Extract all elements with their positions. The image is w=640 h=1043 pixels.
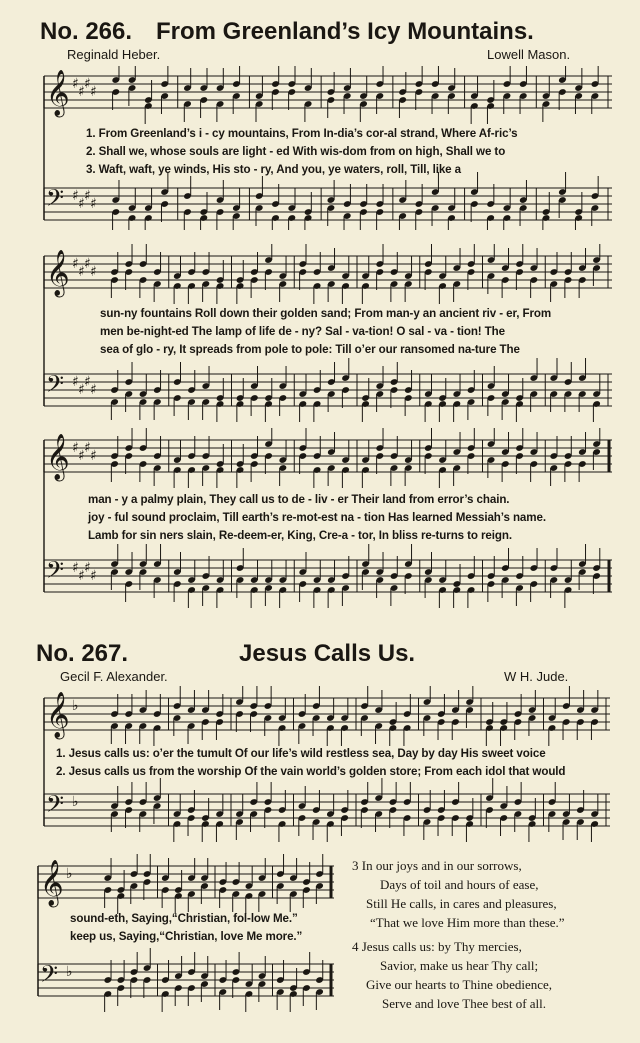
- hymn-266-author: Reginald Heber.: [67, 47, 161, 62]
- svg-text:♯: ♯: [84, 188, 91, 204]
- svg-text:𝄞: 𝄞: [46, 692, 70, 738]
- svg-text:♯: ♯: [72, 374, 79, 390]
- hymn-267-s2-lyric-2: keep us, Saying,“Christian, love Me more.”: [70, 930, 303, 943]
- svg-text:𝄢: 𝄢: [46, 370, 65, 403]
- verse-4-line-4: Serve and love Thee best of all.: [382, 996, 547, 1011]
- verse-3-line-3: Still He calls, in cares and pleasures,: [366, 896, 557, 911]
- svg-text:𝄢: 𝄢: [46, 556, 65, 589]
- hymn-267-composer: W H. Jude.: [504, 669, 569, 684]
- hymn-266-s3-lyric-2: joy - ful sound proclaim, Till earth’s re-mot-est na - tion Has learned Messiah’s name.: [88, 511, 546, 524]
- treble-staff: [38, 854, 334, 914]
- svg-text:♯: ♯: [90, 264, 97, 280]
- svg-text:𝄢: 𝄢: [46, 790, 65, 823]
- hymn-266-s1-lyric-2: 2. Shall we, whose souls are light - ed With wis-dom from on high, Shall we to: [86, 145, 506, 158]
- verse-3-line-4: “That we love Him more than these.”: [370, 915, 565, 930]
- svg-text:♯: ♯: [84, 560, 91, 576]
- hymn-266-number: No. 266.: [40, 18, 133, 45]
- svg-text:♯: ♯: [78, 448, 85, 464]
- svg-text:𝄞: 𝄞: [46, 250, 70, 296]
- svg-text:♯: ♯: [72, 560, 79, 576]
- verse-3-line-2: Days of toil and hours of ease,: [380, 877, 539, 892]
- svg-text:♯: ♯: [90, 448, 97, 464]
- svg-text:♭: ♭: [66, 866, 73, 882]
- svg-text:♯: ♯: [84, 374, 91, 390]
- hymn-266-title: From Greenland’s Icy Mountains.: [156, 18, 534, 45]
- svg-text:𝄞: 𝄞: [46, 434, 70, 480]
- treble-staff: [44, 244, 612, 304]
- bass-staff: [44, 544, 612, 608]
- verse-4-line-2: Savior, make us hear Thy call;: [380, 958, 539, 973]
- bass-staff: [38, 948, 334, 1012]
- svg-text:𝄢: 𝄢: [40, 960, 59, 993]
- hymn-266-s1-lyric-1: 1. From Greenland’s i - cy mountains, From In-dia’s cor-al strand, Where Af-ric’s: [86, 127, 518, 140]
- hymn-266-composer: Lowell Mason.: [487, 47, 571, 62]
- svg-text:♯: ♯: [78, 84, 85, 100]
- bass-staff: [44, 358, 612, 422]
- svg-text:♯: ♯: [78, 568, 85, 584]
- treble-staff: [44, 428, 612, 488]
- hymn-266-s3-lyric-1: man - y a palmy plain, They call us to de - liv - er Their land from error’s chain.: [88, 493, 510, 506]
- svg-text:♯: ♯: [72, 256, 79, 272]
- svg-text:𝄢: 𝄢: [46, 184, 65, 217]
- bass-staff: [44, 172, 612, 230]
- verse-4-line-3: Give our hearts to Thine obedience,: [366, 977, 553, 992]
- svg-text:♭: ♭: [72, 794, 79, 810]
- hymn-267-s2-lyric-1: sound-eth, Saying,“Christian, fol-low Me.”: [70, 912, 298, 925]
- verse-3-line-1: 3 In our joys and in our sorrows,: [352, 858, 522, 873]
- hymn-267-s1-lyric-2: 2. Jesus calls us from the worship Of the vain world’s golden store; From each idol that would: [56, 765, 566, 778]
- svg-text:♯: ♯: [84, 256, 91, 272]
- svg-text:♯: ♯: [90, 84, 97, 100]
- hymn-267-number: No. 267.: [36, 640, 129, 667]
- svg-text:♯: ♯: [84, 440, 91, 456]
- svg-text:♭: ♭: [66, 964, 73, 980]
- hymn-266-s2-lyric-3: sea of glo - ry, It spreads from pole to pole: Till o’er our ransomed na-ture The: [100, 343, 520, 356]
- hymn-267-title: Jesus Calls Us.: [239, 640, 416, 667]
- svg-text:𝄞: 𝄞: [40, 860, 64, 906]
- svg-text:♯: ♯: [90, 568, 97, 584]
- svg-text:♯: ♯: [78, 196, 85, 212]
- svg-text:♯: ♯: [90, 196, 97, 212]
- svg-text:𝄞: 𝄞: [46, 70, 70, 116]
- svg-text:♯: ♯: [78, 382, 85, 398]
- svg-text:♯: ♯: [78, 264, 85, 280]
- svg-text:♯: ♯: [72, 188, 79, 204]
- svg-text:♭: ♭: [72, 698, 79, 714]
- hymn-266-s2-lyric-2: men be-night-ed The lamp of life de - ny? Sal - va-tion! O sal - va - tion! The: [100, 325, 505, 338]
- svg-text:♯: ♯: [84, 76, 91, 92]
- treble-staff: [44, 686, 610, 746]
- hymn-266-s3-lyric-3: Lamb for sin ners slain, Re-deem-er, King, Cre-a - tor, In bliss re-turns to reign.: [88, 529, 512, 542]
- hymn-266-s2-lyric-1: sun-ny fountains Roll down their golden sand; From man-y an ancient riv - er, From: [100, 307, 552, 320]
- treble-staff: [44, 66, 612, 124]
- verse-4-line-1: 4 Jesus calls us: by Thy mercies,: [352, 939, 522, 954]
- hymn-267-author: Gecil F. Alexander.: [60, 669, 168, 684]
- hymn-266-s1-lyric-3: 3. Waft, waft, ye winds, His sto - ry, And you, ye waters, roll, Till, like a: [86, 163, 461, 176]
- svg-text:♯: ♯: [72, 440, 79, 456]
- svg-text:♯: ♯: [90, 382, 97, 398]
- hymn-267-s1-lyric-1: 1. Jesus calls us: o’er the tumult Of our life’s wild restless sea, Day by day His sweet voice: [56, 747, 546, 760]
- bass-staff: [44, 778, 610, 842]
- svg-text:♯: ♯: [72, 76, 79, 92]
